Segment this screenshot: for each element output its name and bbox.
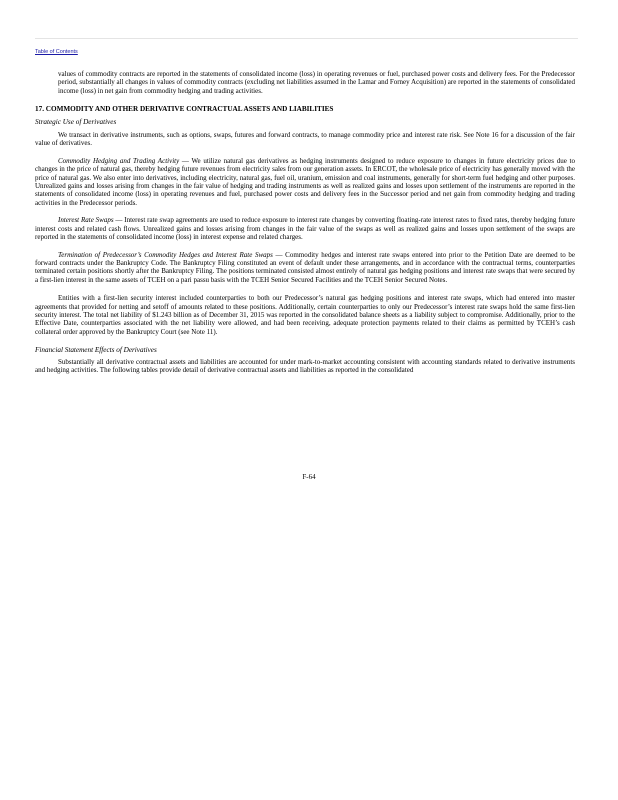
first-lien-paragraph: Entities with a first-lien security interest included counterparties to both our Predecessor’s natural gas hedging positions and interest rate swaps, which had entered into master agreements that provided for netting and setoff of amounts related to these positions. Additionally, certain counterparties to only our Predecessor’s interest rate swaps hold the same first-lien security interest. The total net liability of $1.243 billion as of December 31, 2015 was reported in the consolidated balance sheets as a liability subject to compromise. Additionally, prior to the Effective Date, counterparties associated with the net liability were allowed, and had been receiving, adequate protection payments related to their claims as permitted by TCEH’s cash collateral order approved by the Bankruptcy Court (see Note 11). <box>35 294 575 336</box>
commodity-hedging-text: — We utilize natural gas derivatives as hedging instruments designed to reduce exposure to changes in future electricity prices due to changes in the price of natural gas, thereby hedging future revenues from electricity sales from our generation assets. In ERCOT, the wholesale price of electricity has generally moved with the price of natural gas. We also enter into derivatives, including electricity, natural gas, fuel oil, uranium, emission and coal instruments, generally for short-term fuel hedging and other purposes. Unrealized gains and losses arising from changes in the fair value of hedging and trading instruments as well as realized gains and losses upon settlement of the instruments are reported in the statements of consolidated income (loss) in operating revenues and fuel, purchased power costs and delivery fees in the Successor period and net gain from commodity hedging and trading activities in the Predecessor periods. <box>35 156 575 207</box>
termination-lead: Termination of Predecessor’s Commodity Hedges and Interest Rate Swaps <box>58 250 273 259</box>
header-rule <box>35 38 578 39</box>
strategic-use-subheading: Strategic Use of Derivatives <box>35 117 117 126</box>
financial-effects-paragraph: Substantially all derivative contractual assets and liabilities are accounted for under mark-to-market accounting consistent with accounting standards related to derivative instruments and hedging activities. The following tables provide detail of derivative contractual assets and liabilities as reported in the consolidated <box>35 357 575 374</box>
section-heading: 17. COMMODITY AND OTHER DERIVATIVE CONTRACTUAL ASSETS AND LIABILITIES <box>35 105 334 114</box>
interest-rate-swaps-paragraph <box>35 216 575 241</box>
interest-rate-swaps-lead: Interest Rate Swaps <box>58 216 114 225</box>
commodity-hedging-lead: Commodity Hedging and Trading Activity <box>58 156 180 165</box>
intro-paragraph: values of commodity contracts are reported in the statements of consolidated income (loss) in operating revenues or fuel, purchased power costs and delivery fees. For the Predecessor period, substantially all changes in values of commodity contracts (excluding net liabilities assumed in the Lamar and Forney Acquisition) are reported in the statements of consolidated income (loss) in net gain from commodity hedging and trading activities. <box>58 70 575 95</box>
table-of-contents-link[interactable]: Table of Contents <box>35 49 78 55</box>
page-number: F-64 <box>302 473 316 481</box>
termination-paragraph <box>35 251 575 285</box>
commodity-hedging-paragraph <box>35 157 575 207</box>
interest-rate-swaps-text: — Interest rate swap agreements are used to reduce exposure to interest rate changes by converting floating-rate interest rates to fixed rates, thereby hedging future interest costs and related cash flows. Unrealized gains and losses arising from changes in the fair value of the swaps as well as realized gains and losses upon settlement of the swaps are reported in the statements of consolidated income (loss) in interest expense and related charges. <box>35 216 575 242</box>
termination-text: — Commodity hedges and interest rate swaps entered into prior to the Petition Date are deemed to be forward contracts under the Bankruptcy Code. The Bankruptcy Filing constituted an event of default under these arrangements, and in accordance with the contractual terms, counterparties terminated certain positions shortly after the Bankruptcy Filing. The positions terminated consisted almost entirely of natural gas hedging positions and interest rate swaps that were secured by a first-lien interest in the same assets of TCEH on a pari passu basis with the TCEH Senior Secured Facilities and the TCEH Senior Secured Notes. <box>35 250 575 284</box>
document-body <box>35 70 575 374</box>
financial-effects-subheading: Financial Statement Effects of Derivatives <box>35 346 157 355</box>
strategic-use-paragraph: We transact in derivative instruments, such as options, swaps, futures and forward contracts, to manage commodity price and interest rate risk. See Note 16 for a discussion of the fair value of derivatives. <box>35 131 575 148</box>
